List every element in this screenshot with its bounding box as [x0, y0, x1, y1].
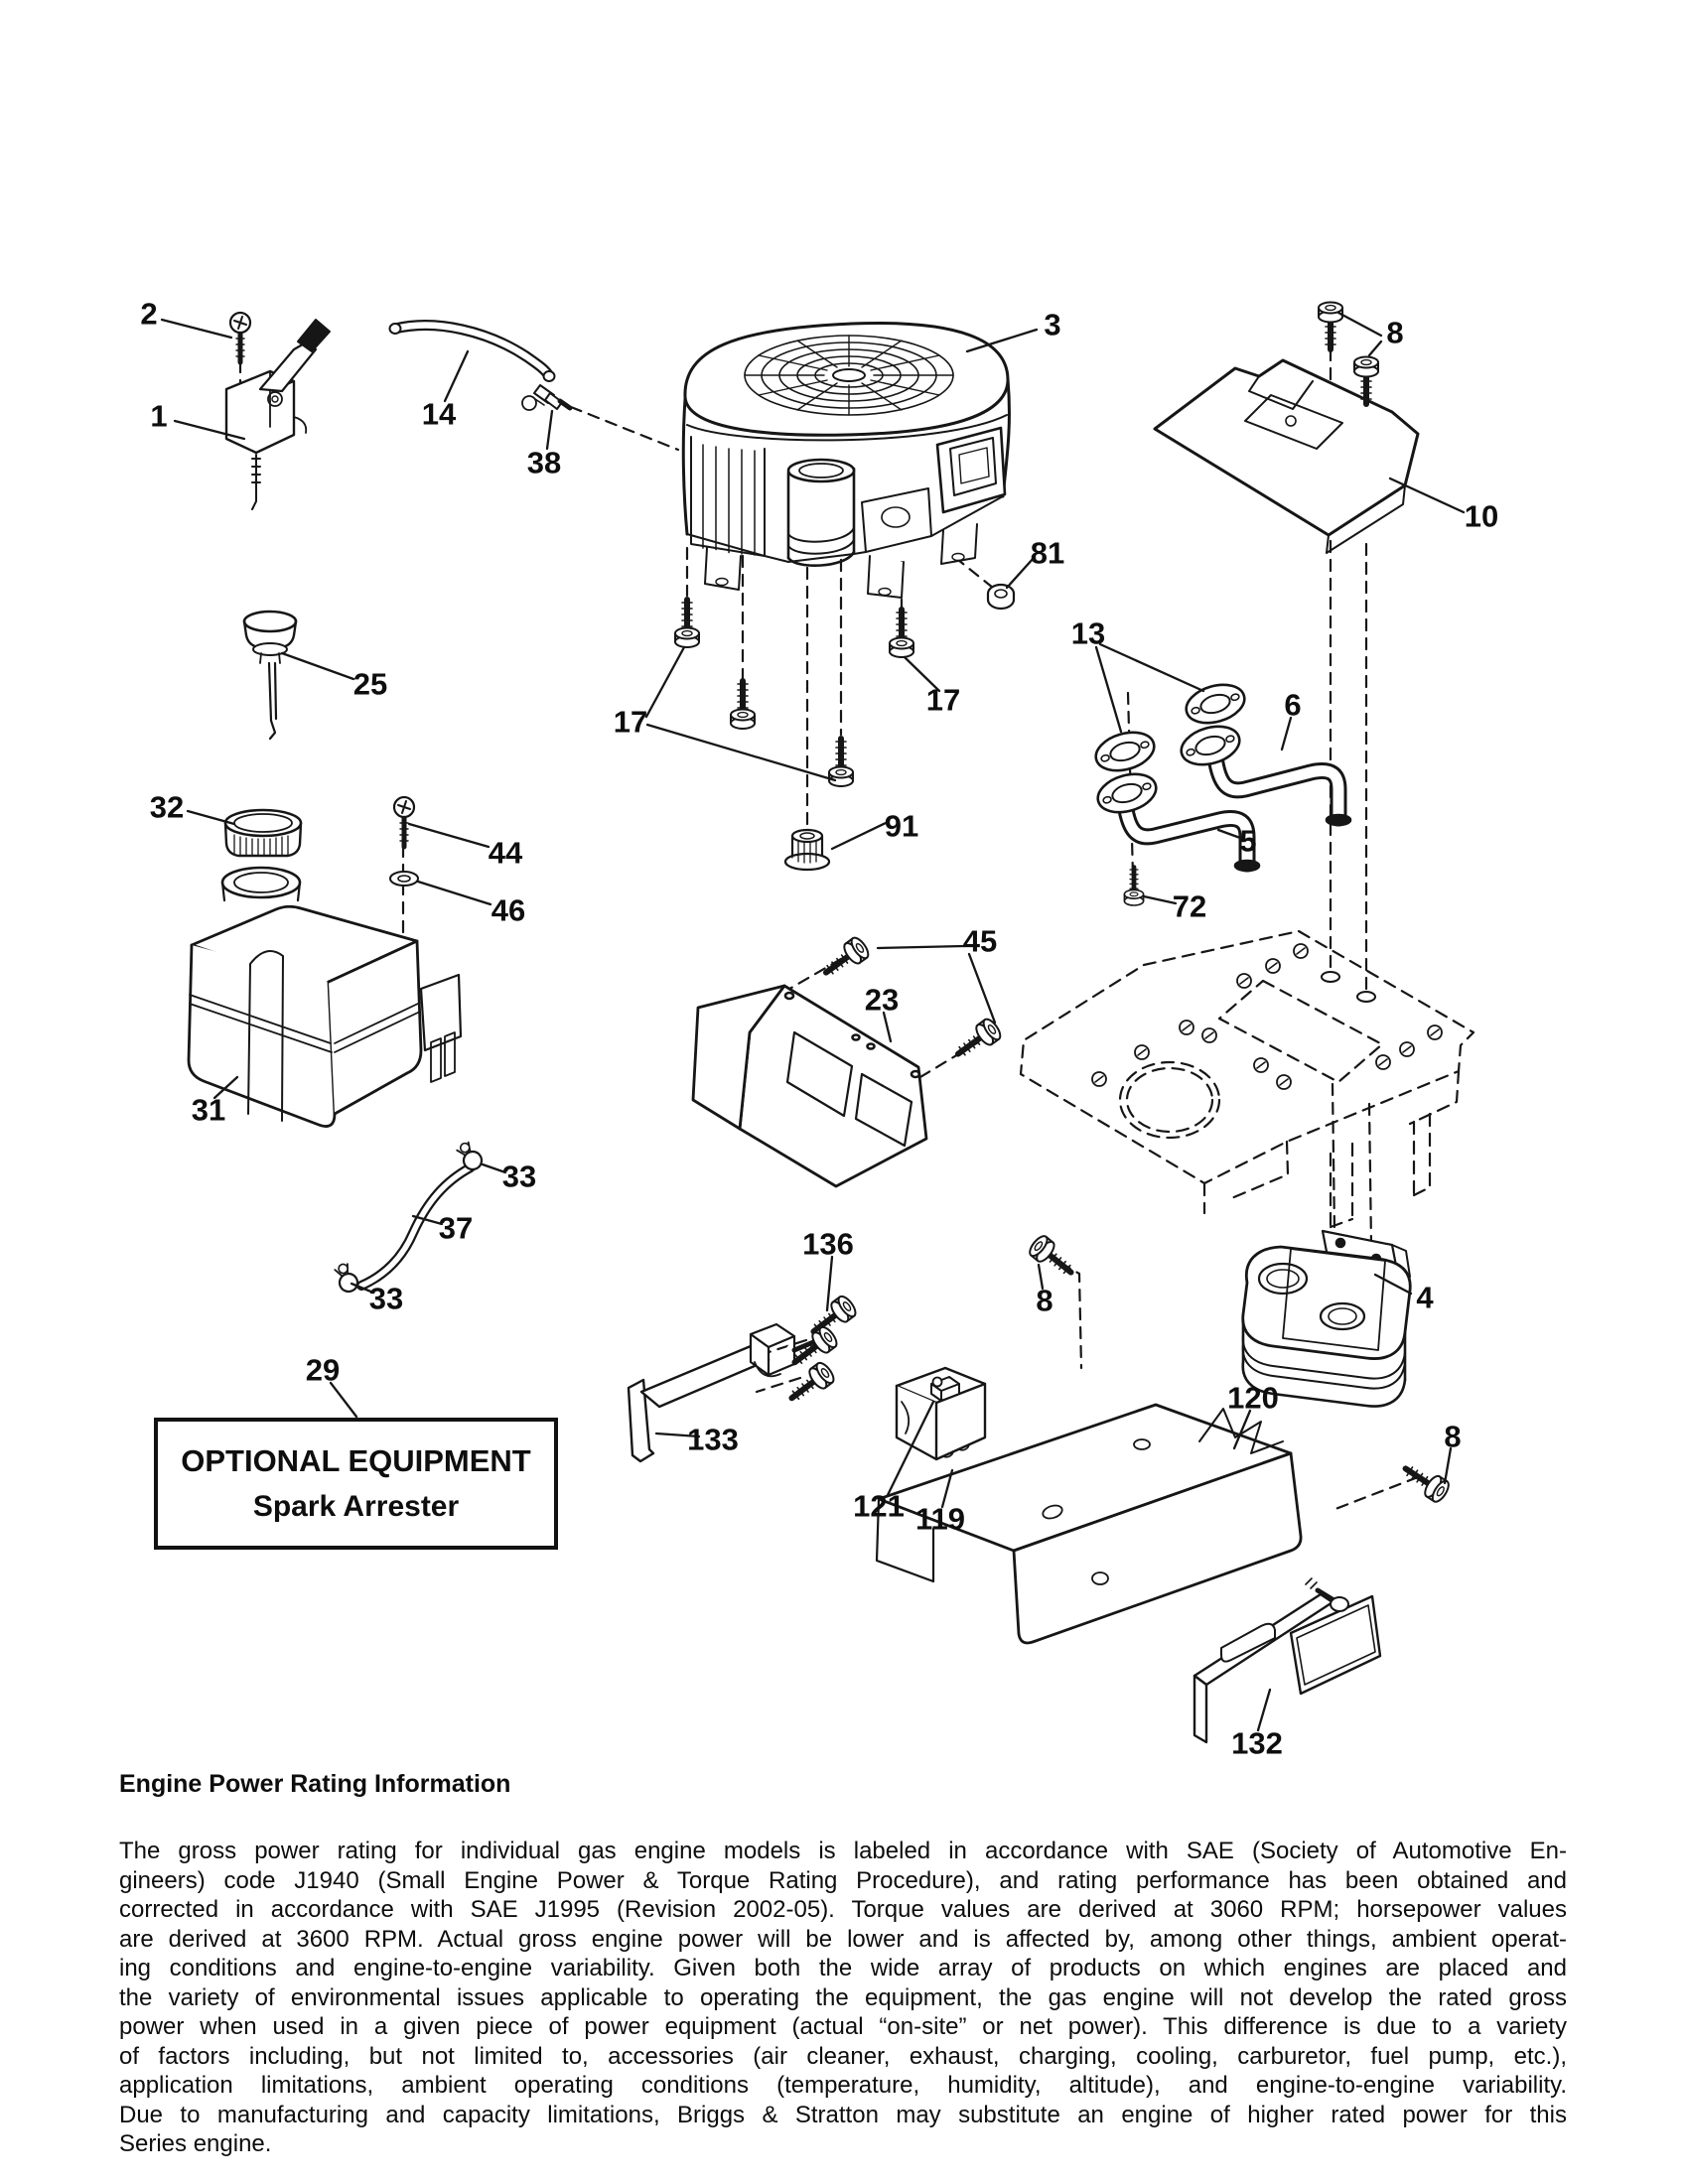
info-line-9: application limitations, ambient operating conditions (temperature, humidity, altitude), and engine-to-engine variability. — [119, 2072, 1567, 2099]
part-label-23: 23 — [864, 982, 900, 1018]
part-label-132: 132 — [1231, 1725, 1283, 1761]
part-label-37: 37 — [438, 1210, 474, 1246]
mounting-plate-phantom — [1021, 931, 1474, 1227]
bolt-17-d — [890, 610, 913, 657]
bolt-17-a — [675, 600, 699, 647]
info-line-1: The gross power rating for individual gas engine models is labeled in accordance with SAE (Society of Automotive En- — [119, 1838, 1567, 1864]
info-line-5: ing conditions and engine-to-engine variability. Given both the wide array of products on which engines are placed and — [119, 1955, 1567, 1981]
fuel-tank-31 — [189, 797, 461, 1127]
bracket-133 — [629, 1294, 859, 1461]
info-paragraph — [119, 1837, 1567, 2159]
part-label-3: 3 — [1044, 307, 1061, 342]
part-label-13: 13 — [1070, 615, 1106, 651]
engine-power-rating-section — [119, 1769, 1567, 2159]
gasket-13-c — [1091, 726, 1159, 776]
bolt-8-a — [1319, 303, 1342, 350]
clip-121 — [931, 1377, 959, 1401]
exhaust-assembly — [1091, 678, 1350, 905]
nut-81 — [988, 585, 1014, 609]
bracket-119 — [897, 1233, 1078, 1459]
part-label-32: 32 — [149, 789, 185, 825]
part-label-4: 4 — [1416, 1280, 1434, 1315]
part-label-72: 72 — [1172, 888, 1207, 924]
optional-equipment-title: OPTIONAL EQUIPMENT — [181, 1443, 531, 1478]
info-line-4: are derived at 3600 RPM. Actual gross engine power will be lower and is affected by, among other things, ambient operat- — [119, 1925, 1567, 1953]
dipstick-25 — [244, 612, 296, 739]
part-label-136: 136 — [802, 1226, 854, 1262]
part-label-5: 5 — [1239, 823, 1257, 859]
part-label-25: 25 — [352, 666, 388, 702]
part-label-46: 46 — [491, 892, 526, 928]
bolt-45-b — [951, 1017, 1004, 1063]
part-label-10: 10 — [1464, 498, 1499, 534]
part-label-119: 119 — [914, 1501, 966, 1537]
optional-equipment-box — [154, 1418, 558, 1550]
gasket-13-b — [1177, 720, 1244, 770]
part-label-120: 120 — [1227, 1380, 1279, 1416]
info-line-2: gineers) code J1940 (Small Engine Power & Torque Rating Procedure), and rating performance has been obtained and — [119, 1866, 1567, 1894]
part-label-17-left: 17 — [613, 704, 648, 740]
engine-illustration — [683, 323, 1009, 598]
bolt-136-c — [784, 1360, 836, 1408]
part-label-33-lower: 33 — [368, 1281, 404, 1316]
info-line-3: corrected in accordance with SAE J1995 (Revision 2002-05). Torque values are derived at 3060 RPM; horsepower values — [119, 1896, 1567, 1923]
part-label-6: 6 — [1284, 687, 1302, 723]
spark-arrester-label: Spark Arrester — [252, 1490, 460, 1523]
part-label-8-middle: 8 — [1036, 1283, 1053, 1318]
washer-46 — [390, 872, 418, 886]
fuel-cap-32 — [225, 810, 301, 856]
heat-shield-23 — [693, 935, 1003, 1186]
part-label-45: 45 — [962, 923, 998, 959]
part-label-17-right: 17 — [925, 682, 961, 718]
part-label-2: 2 — [140, 296, 158, 332]
part-label-121: 121 — [853, 1488, 905, 1524]
gasket-13-d — [1093, 767, 1161, 818]
part-label-38: 38 — [526, 445, 562, 480]
part-label-14: 14 — [421, 396, 457, 432]
bolt-72 — [1124, 868, 1143, 905]
info-line-6: the variety of environmental issues applicable to operating the equipment, the gas engine will not develop the rated gross — [119, 1983, 1567, 2011]
bolt-45-a — [819, 935, 872, 982]
part-label-8-bottom: 8 — [1444, 1419, 1462, 1454]
bracket-132 — [1194, 1578, 1380, 1742]
info-line-7: power when used in a given piece of power equipment (actual “on-site” or net power). This difference is due to a variety — [119, 2013, 1567, 2040]
info-line-10: Due to manufacturing and capacity limitations, Briggs & Stratton may substitute an engine of higher rated power for this — [119, 2101, 1567, 2128]
breather-hose-14 — [390, 324, 571, 410]
part-label-31: 31 — [191, 1092, 226, 1128]
engine-plate-10 — [1155, 303, 1418, 554]
bushing-91 — [785, 830, 829, 870]
engine-mount-fasteners — [675, 585, 1014, 870]
throttle-control-1 — [226, 313, 330, 509]
bolt-17-b — [731, 681, 755, 729]
clamp-33-upper — [454, 1140, 485, 1173]
part-label-44: 44 — [488, 835, 523, 871]
clamp-33-lower — [333, 1262, 360, 1295]
bolt-8-middle — [1027, 1233, 1078, 1282]
info-line-11: Series engine. — [119, 2130, 272, 2157]
screw-44 — [394, 797, 414, 847]
fuel-fitting-38 — [522, 385, 570, 410]
section-heading: Engine Power Rating Information — [119, 1770, 511, 1798]
part-label-1: 1 — [150, 398, 168, 434]
part-label-29: 29 — [305, 1352, 341, 1388]
part-label-33-upper: 33 — [501, 1159, 537, 1194]
part-label-8-top: 8 — [1386, 315, 1404, 350]
part-label-81: 81 — [1030, 535, 1065, 571]
part-label-133: 133 — [687, 1422, 739, 1457]
screw-2 — [230, 313, 250, 362]
part-label-91: 91 — [884, 808, 919, 844]
info-line-8: of factors including, but not limited to, accessories (air cleaner, exhaust, charging, cooling, carburetor, fuel pump, etc.), — [119, 2042, 1567, 2070]
